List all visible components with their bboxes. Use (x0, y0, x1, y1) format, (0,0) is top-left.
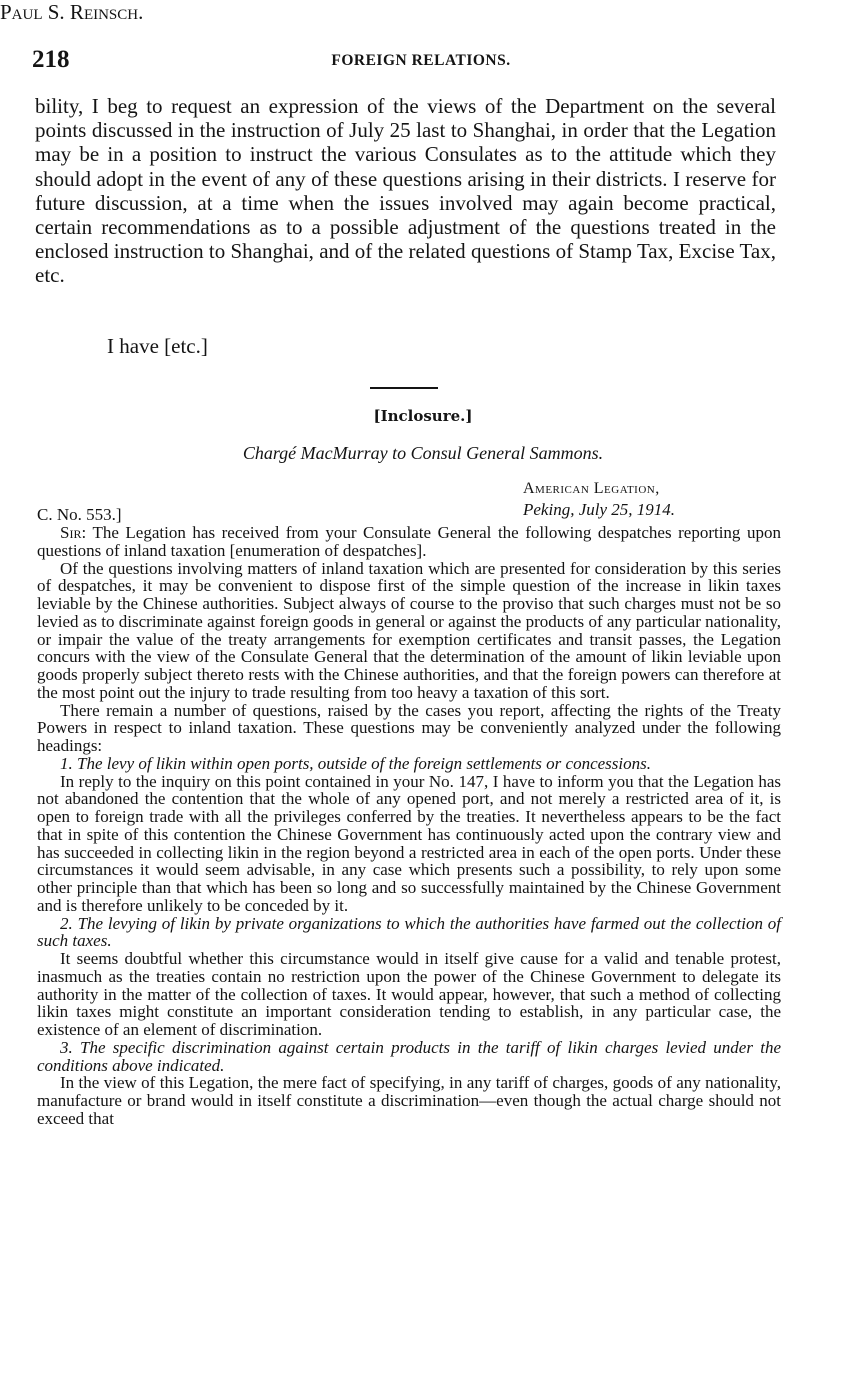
opening-text: : The Legation has received from your Consulate General the following despatches reporting upon questions of inland taxation [enumeration of despatches]. (37, 523, 781, 560)
dateline: Peking, July 25, 1914. (523, 500, 676, 519)
salutation-paragraph (37, 524, 781, 560)
reference-number: C. No. 553.] (37, 505, 122, 524)
inclosure-title: Chargé MacMurray to Consul General Sammons. (242, 443, 604, 463)
section-heading: 2. The levying of likin by private organizations to which the authorities have farmed out the collection of such taxes. (37, 913, 781, 951)
letter-signature: Paul S. Reinsch. (0, 0, 144, 24)
section-heading: 3. The specific discrimination against certain products in the tariff of likin charges levied under the conditions above indicated. (37, 1037, 781, 1075)
running-head: FOREIGN RELATIONS. (331, 52, 511, 69)
salutation: Sir (60, 523, 82, 542)
section-heading: 1. The levy of likin within open ports, outside of the foreign settlements or concessions. (60, 753, 651, 773)
sender-heading: American Legation, (523, 480, 660, 497)
body-paragraph: There remain a number of questions, raised by the cases you report, affecting the rights of the Treaty Powers in respect to inland taxation. These questions may be conveniently analyzed under the following headings: (37, 700, 781, 755)
section-divider (370, 387, 438, 389)
inclosure-label: [Inclosure.] (373, 407, 473, 425)
instruction-body (37, 524, 781, 1128)
body-paragraph: Of the questions involving matters of inland taxation which are presented for consideration by this series of despatches, it may be convenient to dispose first of the simple question of the increase in likin taxes leviable by the Chinese authorities. Subject always of course to the proviso that such charges must not be so levied as to discriminate against foreign goods in general or against the products of any particular nationality, or impair the value of the treaty arrangements for exemption certificates and transit passes, the Legation concurs with the view of the Consulate General that the determination of the amount of likin leviable upon goods properly subject thereto rests with the Chinese authorities, and that the foreign powers can therefore at the most point out the injury to trade resulting from too heavy a taxation of this sort. (37, 558, 781, 702)
body-paragraph: In the view of this Legation, the mere fact of specifying, in any tariff of charges, goods of any nationality, manufacture or brand would in itself constitute a discrimination—even though the actual charge should not exceed that (37, 1073, 781, 1128)
page-number: 218 (32, 46, 70, 73)
letter-closing: I have [etc.] (107, 334, 208, 358)
letter-body (35, 94, 776, 288)
body-paragraph: In reply to the inquiry on this point contained in your No. 147, I have to inform you that the Legation has not abandoned the contention that the whole of any opened port, and not merely a restricted area of it, is open to foreign trade with all the privileges conferred by the treaties. It nevertheless appears to be the fact that in spite of this contention the Chinese Government has continuously acted upon the contrary view and has succeeded in collecting likin in the region beyond a restricted area in each of the open ports. Under these circumstances it would seem advisable, in any case which presents such a possibility, to rely upon some other principle than that which has been so long and so successfully maintained by the Chinese Government and is therefore unlikely to be conceded by it. (37, 771, 781, 915)
body-paragraph: It seems doubtful whether this circumstance would in itself give cause for a valid and tenable protest, inasmuch as the treaties contain no restriction upon the power of the Chinese Government to delegate its authority in the matter of the collection of taxes. It would appear, however, that such a method of collecting likin taxes might constitute an important consideration tending to establish, in any particular case, the existence of an element of discrimination. (37, 949, 781, 1039)
page-header (32, 46, 810, 76)
letter-paragraph: bility, I beg to request an expression of the views of the Department on the several points discussed in the instruction of July 25 last to Shanghai, in order that the Legation may be in a position to instruct the various Consulates as to the attitude which they should adopt in the event of any of these questions arising in their districts. I reserve for future discussion, at a time when the issues involved may again become practical, certain recommendations as to a possible adjustment of the questions treated in the enclosed instruction to Shanghai, and of the related questions of Stamp Tax, Excise Tax, etc. (35, 94, 776, 288)
